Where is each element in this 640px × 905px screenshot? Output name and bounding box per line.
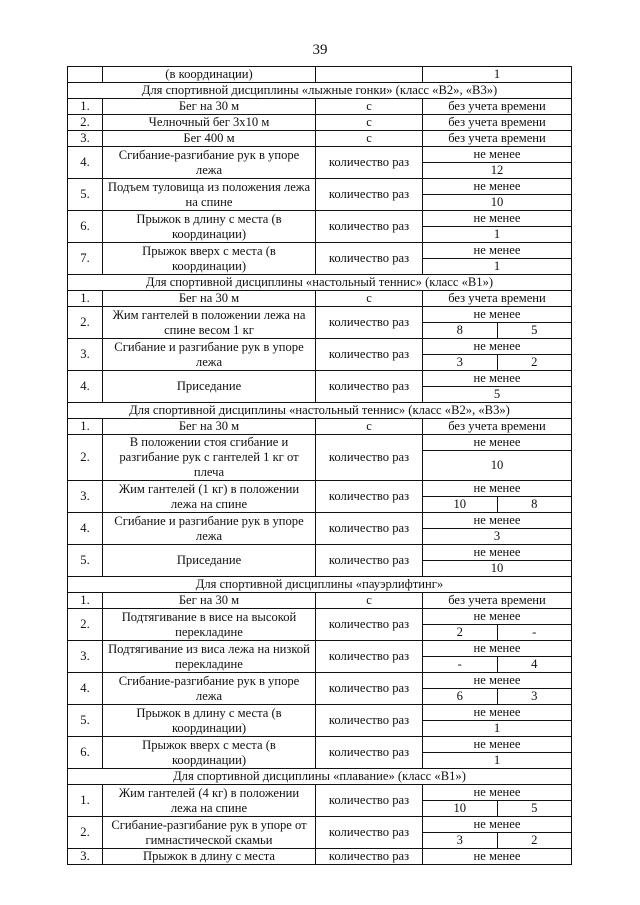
- row-number: 1.: [68, 99, 103, 115]
- exercise-name: Прыжок вверх с места (в координации): [103, 243, 316, 275]
- standard-value: 12: [490, 163, 504, 177]
- unit: количество раз: [316, 243, 423, 275]
- table-row: [68, 609, 572, 641]
- row-number: 2.: [68, 435, 103, 481]
- exercise-name: Сгибание-разгибание рук в упоре лежа: [103, 147, 316, 179]
- unit: количество раз: [316, 785, 423, 817]
- standard-value: без учета времени: [423, 131, 572, 147]
- standard-value: 4: [497, 657, 572, 672]
- row-number: 3.: [68, 339, 103, 371]
- table-row: [68, 513, 572, 545]
- standard-values: [423, 322, 571, 338]
- table-row: [68, 115, 572, 131]
- unit: количество раз: [316, 339, 423, 371]
- table-row: [68, 817, 572, 849]
- section-title: Для спортивной дисциплины «настольный теннис» (класс «В2», «В3»): [68, 403, 572, 419]
- table-row: [68, 737, 572, 769]
- row-number: 1.: [68, 419, 103, 435]
- standard-value-cell: [423, 705, 572, 737]
- standard-threshold-label: не менее: [473, 513, 521, 527]
- row-number: 1.: [68, 291, 103, 307]
- exercise-name: Бег 400 м: [103, 131, 316, 147]
- row-number: 6.: [68, 211, 103, 243]
- standard-values: [423, 194, 571, 210]
- row-number: 3.: [68, 481, 103, 513]
- table-row: [68, 307, 572, 339]
- standard-values: [423, 688, 571, 704]
- standard-value-cell: [423, 371, 572, 403]
- table-row: [68, 339, 572, 371]
- standard-threshold-label: не менее: [473, 243, 521, 257]
- unit: количество раз: [316, 147, 423, 179]
- exercise-name: Челночный бег 3x10 м: [103, 115, 316, 131]
- standard-threshold-label: не менее: [473, 179, 521, 193]
- section-header-row: [68, 403, 572, 419]
- unit: количество раз: [316, 737, 423, 769]
- section-title: Для спортивной дисциплины «пауэрлифтинг»: [68, 577, 572, 593]
- exercise-name: Прыжок вверх с места (в координации): [103, 737, 316, 769]
- row-number: 4.: [68, 147, 103, 179]
- standard-value: 2: [497, 833, 572, 848]
- table-row: [68, 291, 572, 307]
- row-number: 2.: [68, 609, 103, 641]
- standard-threshold-label: не менее: [473, 545, 521, 559]
- standard-threshold-label: не менее: [473, 641, 521, 655]
- row-number: 2.: [68, 307, 103, 339]
- exercise-name: Жим гантелей в положении лежа на спине весом 1 кг: [103, 307, 316, 339]
- exercise-name: Бег на 30 м: [103, 99, 316, 115]
- standard-threshold-label: не менее: [473, 435, 521, 449]
- unit: количество раз: [316, 641, 423, 673]
- standard-value: 6: [456, 689, 463, 703]
- exercise-name: Сгибание и разгибание рук в упоре лежа: [103, 513, 316, 545]
- standard-value-cell: [423, 179, 572, 211]
- standard-values: [423, 226, 571, 242]
- table-row: [68, 371, 572, 403]
- standard-values: [423, 560, 571, 576]
- unit: количество раз: [316, 545, 423, 577]
- unit: количество раз: [316, 371, 423, 403]
- standard-value: без учета времени: [423, 291, 572, 307]
- table-row: [68, 785, 572, 817]
- table-row: [68, 673, 572, 705]
- standard-value: 5: [493, 387, 501, 401]
- standard-value: 10: [490, 458, 504, 472]
- exercise-name: (в координации): [103, 67, 316, 83]
- unit: количество раз: [316, 179, 423, 211]
- standard-values: [423, 258, 571, 274]
- unit: с: [316, 99, 423, 115]
- standard-value: 3: [456, 833, 463, 847]
- standard-value: 8: [456, 323, 463, 337]
- row-number: 6.: [68, 737, 103, 769]
- table-row: [68, 641, 572, 673]
- section-title: Для спортивной дисциплины «лыжные гонки» (класс «В2», «В3»): [68, 83, 572, 99]
- standard-values: [423, 496, 571, 512]
- table-row: [68, 545, 572, 577]
- table-row: [68, 593, 572, 609]
- exercise-name: Подтягивание в висе на высокой перекладине: [103, 609, 316, 641]
- exercise-name: Приседание: [103, 371, 316, 403]
- table-row: [68, 147, 572, 179]
- standard-value-cell: [423, 243, 572, 275]
- unit: количество раз: [316, 435, 423, 481]
- exercise-name: Бег на 30 м: [103, 291, 316, 307]
- standard-value-cell: [423, 339, 572, 371]
- standard-values: [423, 832, 571, 848]
- standard-threshold-label: не менее: [473, 339, 521, 353]
- standard-threshold-label: не менее: [473, 147, 521, 161]
- standard-value: -: [497, 625, 572, 640]
- standard-value: 2: [456, 625, 463, 639]
- standard-threshold-label: не менее: [473, 737, 521, 751]
- standard-value: 1: [423, 67, 572, 83]
- standard-value-cell: [423, 211, 572, 243]
- table-row: [68, 435, 572, 481]
- unit: количество раз: [316, 211, 423, 243]
- exercise-name: Прыжок в длину с места: [103, 849, 316, 865]
- row-number: 5.: [68, 179, 103, 211]
- exercise-name: В положении стоя сгибание и разгибание рук с гантелей 1 кг от плеча: [103, 435, 316, 481]
- standard-value: без учета времени: [423, 419, 572, 435]
- standard-value: 3: [493, 529, 501, 543]
- standard-threshold-label: не менее: [473, 817, 521, 831]
- standard-threshold-label: не менее: [473, 211, 521, 225]
- standard-threshold-label: не менее: [473, 673, 521, 687]
- table-row: [68, 849, 572, 865]
- page-number: 39: [312, 42, 328, 58]
- table-row: [68, 705, 572, 737]
- standard-values: [423, 528, 571, 544]
- standard-value: 1: [493, 259, 501, 273]
- exercise-name: Приседание: [103, 545, 316, 577]
- unit: количество раз: [316, 513, 423, 545]
- standard-threshold-label: не менее: [473, 705, 521, 719]
- standard-values: [423, 162, 571, 178]
- unit: [316, 67, 423, 83]
- exercise-name: Прыжок в длину с места (в координации): [103, 211, 316, 243]
- unit: с: [316, 131, 423, 147]
- exercise-name: Подъем туловища из положения лежа на спине: [103, 179, 316, 211]
- standard-values: [423, 450, 571, 480]
- row-number: 5.: [68, 545, 103, 577]
- standard-values: [423, 386, 571, 402]
- standard-value: 3: [497, 689, 572, 704]
- exercise-name: Сгибание-разгибание рук в упоре лежа: [103, 673, 316, 705]
- row-number: 4.: [68, 673, 103, 705]
- standard-values: [423, 752, 571, 768]
- standard-values: [423, 656, 571, 672]
- unit: количество раз: [316, 705, 423, 737]
- table-row: [68, 131, 572, 147]
- table-row: [68, 211, 572, 243]
- standard-threshold-label: не менее: [473, 307, 521, 321]
- exercise-name: Сгибание и разгибание рук в упоре лежа: [103, 339, 316, 371]
- standard-value-cell: [423, 737, 572, 769]
- table-row: [68, 67, 572, 83]
- row-number: 3.: [68, 641, 103, 673]
- standard-value: 10: [453, 801, 467, 815]
- section-title: Для спортивной дисциплины «настольный теннис» (класс «В1»): [68, 275, 572, 291]
- standard-values: [423, 800, 571, 816]
- standard-value: 2: [497, 355, 572, 370]
- row-number: [68, 67, 103, 83]
- standard-value-cell: [423, 545, 572, 577]
- table-row: [68, 99, 572, 115]
- standard-values: [423, 720, 571, 736]
- standard-value-cell: [423, 147, 572, 179]
- row-number: 2.: [68, 817, 103, 849]
- exercise-name: Сгибание-разгибание рук в упоре от гимнастической скамьи: [103, 817, 316, 849]
- standard-value-cell: [423, 481, 572, 513]
- standard-value: 1: [493, 721, 501, 735]
- row-number: 1.: [68, 593, 103, 609]
- row-number: 5.: [68, 705, 103, 737]
- row-number: 7.: [68, 243, 103, 275]
- standard-value: -: [457, 657, 462, 671]
- standard-value: не менее: [423, 849, 572, 865]
- standard-value-cell: [423, 513, 572, 545]
- section-title: Для спортивной дисциплины «плавание» (класс «В1»): [68, 769, 572, 785]
- standard-threshold-label: не менее: [473, 609, 521, 623]
- table-row: [68, 243, 572, 275]
- table-row: [68, 179, 572, 211]
- standard-value-cell: [423, 641, 572, 673]
- standard-values: [423, 624, 571, 640]
- exercise-name: Бег на 30 м: [103, 593, 316, 609]
- exercise-name: Жим гантелей (4 кг) в положении лежа на спине: [103, 785, 316, 817]
- standard-threshold-label: не менее: [473, 371, 521, 385]
- section-header-row: [68, 577, 572, 593]
- row-number: 1.: [68, 785, 103, 817]
- unit: с: [316, 593, 423, 609]
- standards-table: [67, 66, 572, 865]
- row-number: 4.: [68, 513, 103, 545]
- exercise-name: Бег на 30 м: [103, 419, 316, 435]
- standard-value-cell: [423, 307, 572, 339]
- row-number: 3.: [68, 849, 103, 865]
- standard-values: [423, 354, 571, 370]
- standard-value: 10: [490, 561, 504, 575]
- standard-value: 1: [493, 753, 501, 767]
- row-number: 2.: [68, 115, 103, 131]
- unit: количество раз: [316, 307, 423, 339]
- row-number: 4.: [68, 371, 103, 403]
- standard-value: 5: [497, 801, 572, 816]
- standard-value: 8: [497, 497, 572, 512]
- standard-threshold-label: не менее: [473, 785, 521, 799]
- standard-value: 5: [497, 323, 572, 338]
- unit: с: [316, 115, 423, 131]
- exercise-name: Прыжок в длину с места (в координации): [103, 705, 316, 737]
- unit: с: [316, 291, 423, 307]
- standard-value-cell: [423, 785, 572, 817]
- standard-value: 1: [493, 227, 501, 241]
- standard-value-cell: [423, 817, 572, 849]
- standard-value: без учета времени: [423, 99, 572, 115]
- table-row: [68, 481, 572, 513]
- exercise-name: Подтягивание из виса лежа на низкой перекладине: [103, 641, 316, 673]
- section-header-row: [68, 83, 572, 99]
- unit: количество раз: [316, 673, 423, 705]
- unit: с: [316, 419, 423, 435]
- standard-value-cell: [423, 435, 572, 481]
- standard-threshold-label: не менее: [473, 481, 521, 495]
- standard-value: без учета времени: [423, 593, 572, 609]
- standard-value-cell: [423, 673, 572, 705]
- standard-value: 10: [453, 497, 467, 511]
- table-row: [68, 419, 572, 435]
- standard-value: 10: [490, 195, 504, 209]
- standard-value: без учета времени: [423, 115, 572, 131]
- standard-value-cell: [423, 609, 572, 641]
- section-header-row: [68, 769, 572, 785]
- unit: количество раз: [316, 481, 423, 513]
- standard-value: 3: [456, 355, 463, 369]
- section-header-row: [68, 275, 572, 291]
- unit: количество раз: [316, 849, 423, 865]
- exercise-name: Жим гантелей (1 кг) в положении лежа на спине: [103, 481, 316, 513]
- row-number: 3.: [68, 131, 103, 147]
- unit: количество раз: [316, 817, 423, 849]
- unit: количество раз: [316, 609, 423, 641]
